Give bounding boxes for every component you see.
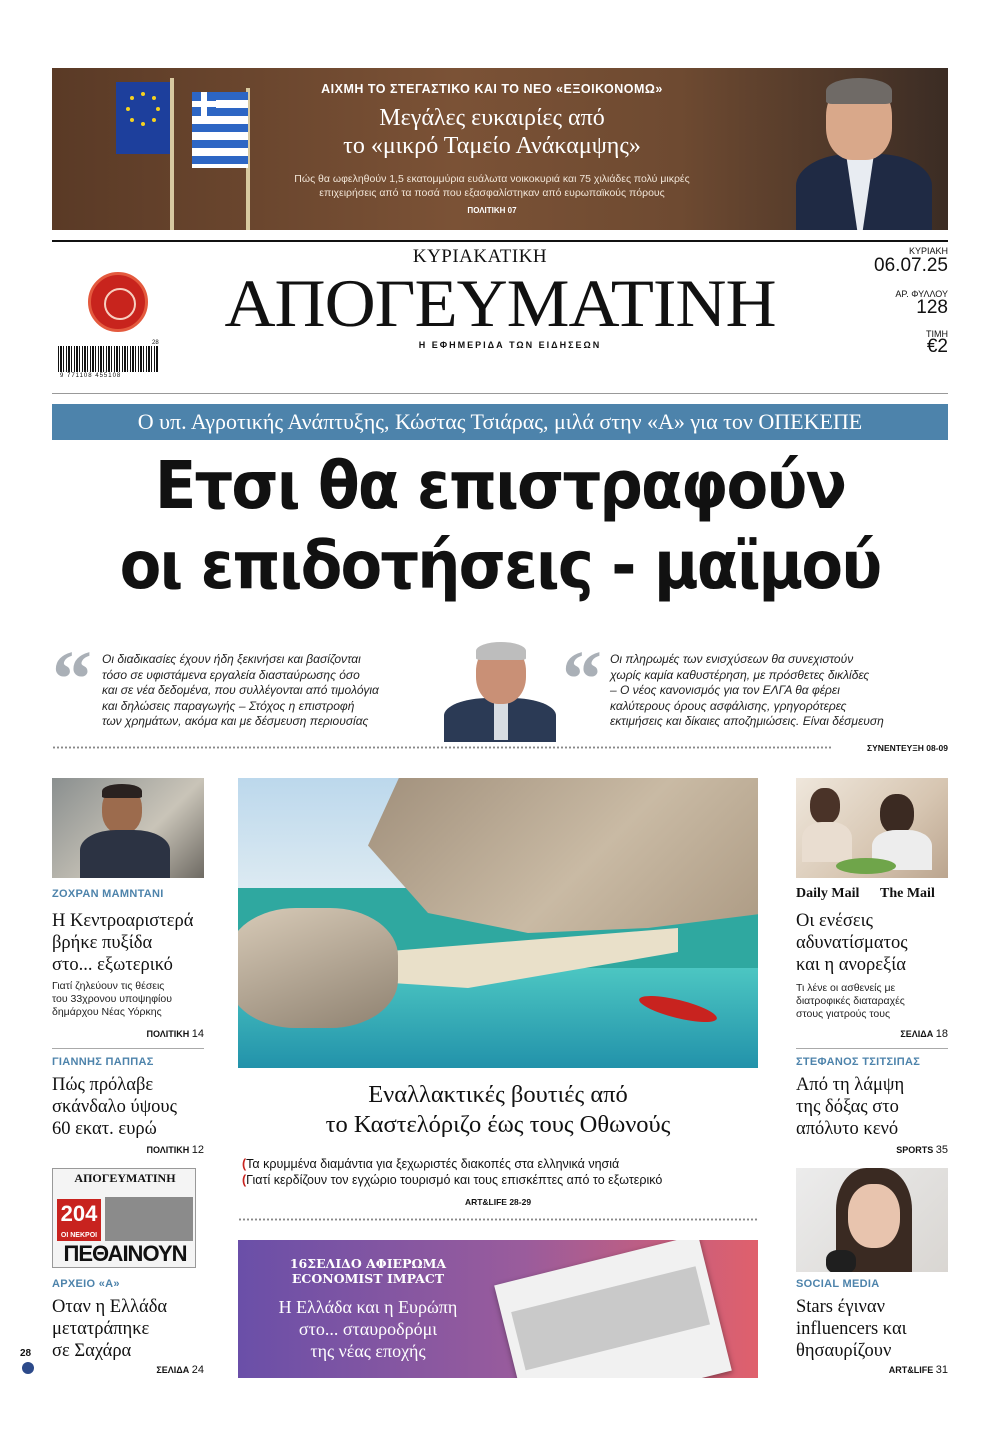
main-headline[interactable]: Ετσι θα επιστραφούν οι επιδοτήσεις - μαϊμού bbox=[119, 447, 881, 604]
kicker-archive: ΑΡΧΕΙΟ «Α» bbox=[52, 1278, 120, 1290]
economist-kicker: 16ΣΕΛΙΔΟ ΑΦΙΕΡΩΜΑ ECONOMIST IMPACT bbox=[289, 1256, 447, 1286]
column-rule bbox=[52, 1048, 204, 1049]
story-tsitsipas-ref: SPORTS 35 bbox=[896, 1144, 948, 1156]
beach-bullet: (Γιατί κερδίζουν τον εγχώριο τουρισμό και τους επισκέπτες από το εξωτερικό bbox=[242, 1173, 663, 1187]
price: €2 bbox=[926, 336, 948, 357]
mamdani-photo bbox=[52, 778, 204, 878]
archive-front-page[interactable]: ΑΠΟΓΕΥΜΑΤΙΝΗ 204 ΟΙ ΝΕΚΡΟΙ ΠΕΘΑΙΝΟΥΝ bbox=[52, 1168, 196, 1268]
bullet-icon: ( bbox=[242, 1173, 247, 1187]
barcode-number: 9 771108 455108 bbox=[60, 373, 122, 379]
flagpole bbox=[170, 78, 174, 230]
page-number: 28 bbox=[20, 1348, 32, 1359]
beach-bullet: (Τα κρυμμένα διαμάντια για ξεχωριστές διακοπές στα ελληνικά νησιά bbox=[242, 1157, 620, 1171]
price-label: ΤΙΜΗ bbox=[926, 329, 948, 339]
story-pappas-title[interactable]: Πώς πρόλαβε σκάνδαλο ύψους 60 εκατ. ευρώ bbox=[52, 1075, 177, 1139]
page-dot-icon bbox=[22, 1362, 34, 1374]
issue-label: ΑΡ. ΦΥΛΛΟΥ bbox=[895, 289, 948, 299]
beach-story-title[interactable]: Εναλλακτικές βουτιές από το Καστελόριζο έως τους Οθωνούς bbox=[325, 1081, 671, 1138]
story-archive-title[interactable]: Οταν η Ελλάδα μετατράπηκε σε Σαχάρα bbox=[52, 1297, 168, 1361]
masthead-rule bbox=[52, 240, 948, 242]
story-injections-title[interactable]: Οι ενέσεις αδυνατίσματος και η ανορεξία bbox=[796, 911, 908, 975]
masthead-kicker: ΚΥΡΙΑΚΑΤΙΚΗ bbox=[412, 246, 548, 267]
barcode-issue: 28 bbox=[152, 340, 159, 346]
dotted-divider bbox=[238, 1217, 758, 1222]
story-mamdani-blurb: Γιατί ζηλεύουν τις θέσεις του 33χρονου υποψηφίου δημάρχου Νέας Υόρκης bbox=[52, 980, 172, 1018]
top-banner[interactable] bbox=[52, 68, 948, 230]
interview-page-ref: ΣΥΝΕΝΤΕΥΞΗ 08-09 bbox=[867, 743, 948, 753]
bullet-icon: ( bbox=[242, 1157, 247, 1171]
economist-supplement-box[interactable] bbox=[238, 1240, 758, 1378]
dotted-divider bbox=[52, 745, 832, 750]
column-rule bbox=[796, 1048, 948, 1049]
banner-kicker: ΑΙΧΜΗ ΤΟ ΣΤΕΓΑΣΤΙΚΟ ΚΑΙ ΤΟ ΝΕΟ «ΕΞΟΙΚΟΝΟΜΩ» bbox=[321, 82, 663, 96]
greek-flag-cross bbox=[192, 101, 216, 107]
kicker-social-media: SOCIAL MEDIA bbox=[796, 1278, 880, 1290]
kicker-pappas: ΓΙΑΝΝΗΣ ΠΑΠΠΑΣ bbox=[52, 1056, 154, 1068]
story-injections-blurb: Τι λένε οι ασθενείς με διατροφικές διαταραχές στους γιατρούς τους bbox=[796, 982, 905, 1020]
women-table-photo bbox=[796, 778, 948, 878]
interview-strap[interactable]: Ο υπ. Αγροτικής Ανάπτυξης, Κώστας Τσιάρας, μιλά στην «Α» για τον ΟΠΕΚΕΠΕ bbox=[52, 404, 948, 440]
banner-description: Πώς θα ωφεληθούν 1,5 εκατομμύρια ευάλωτα νοικοκυριά και 75 χιλιάδες πολύ μικρές επιχειρήσεις από τα ποσά που εξασφαλίστηκαν από ευρωπαϊκούς πόρους bbox=[294, 173, 690, 199]
daily-mail-logo: Daily Mail bbox=[796, 886, 860, 901]
story-influencers-ref: ART&LIFE 31 bbox=[888, 1364, 948, 1376]
quote-mark-icon: “ bbox=[52, 636, 92, 724]
right-quote: Οι πληρωμές των ενισχύσεων θα συνεχιστούν χωρίς καμία καθυστέρηση, με πρόσθετες δικλίδες – Ο νέος κανονισμός για τον ΕΛΓΑ θα φέρει καλύτερους όρους ασφάλισης, γρηγορότερες εκτιμήσεις και δίκαιες αποζημιώσεις. Είναι δέσμευση bbox=[610, 652, 884, 728]
issue-date: 06.07.25 bbox=[874, 255, 948, 276]
issue-number: 128 bbox=[916, 297, 948, 318]
story-mamdani-ref: ΠΟΛΙΤΙΚΗ 14 bbox=[146, 1028, 204, 1040]
story-tsitsipas-title[interactable]: Από τη λάμψη της δόξας στο απόλυτο κενό bbox=[796, 1075, 905, 1139]
masthead-subtitle: Η ΕΦΗΜΕΡΙΔΑ ΤΩΝ ΕΙΔΗΣΕΩΝ bbox=[418, 340, 602, 350]
story-mamdani-title[interactable]: Η Κεντροαριστερά βρήκε πυξίδα στο... εξωτερικό bbox=[52, 911, 194, 975]
influencer-photo bbox=[796, 1168, 948, 1272]
masthead-title[interactable]: ΑΠΟΓΕΥΜΑΤΙΝΗ bbox=[224, 265, 776, 341]
story-pappas-ref: ΠΟΛΙΤΙΚΗ 12 bbox=[146, 1144, 204, 1156]
barcode-icon bbox=[58, 346, 158, 372]
prime-minister-photo bbox=[788, 74, 938, 230]
story-archive-ref: ΣΕΛΙΔΑ 24 bbox=[156, 1364, 204, 1376]
day-label: ΚΥΡΙΑΚΗ bbox=[908, 246, 948, 256]
quote-mark-icon: “ bbox=[562, 636, 602, 724]
banner-title[interactable]: Μεγάλες ευκαιρίες από το «μικρό Ταμείο Ανάκαμψης» bbox=[343, 105, 641, 159]
the-mail-logo: The Mail bbox=[880, 886, 935, 901]
beach-page-ref: ART&LIFE 28-29 bbox=[464, 1197, 532, 1207]
kicker-mamdani: ΖΟΧΡΑΝ ΜΑΜΝΤΑΝΙ bbox=[52, 888, 164, 900]
archive-photo bbox=[105, 1197, 193, 1241]
minister-photo bbox=[440, 640, 560, 740]
masthead-rule-bottom bbox=[52, 393, 948, 394]
story-influencers-title[interactable]: Stars έγιναν influencers και θησαυρίζουν bbox=[796, 1297, 907, 1361]
supplement-cover-image bbox=[494, 1240, 732, 1378]
story-injections-ref: ΣΕΛΙΔΑ 18 bbox=[900, 1028, 948, 1040]
economist-text: Η Ελλάδα και η Ευρώπη στο... σταυροδρόμι της νέας εποχής bbox=[278, 1297, 458, 1361]
kicker-tsitsipas: ΣΤΕΦΑΝΟΣ ΤΣΙΤΣΙΠΑΣ bbox=[796, 1056, 921, 1068]
left-quote: Οι διαδικασίες έχουν ήδη ξεκινήσει και βασίζονται τόσο σε υφιστάμενα εργαλεία διασταύρωσης όσο και σε νέα δεδομένα, που συλλέγονται από τιμολόγια και δηλώσεις παραγωγής – Στόχος η επιστροφή των χρημάτων, ακόμα και με δέσμευση περιουσίας bbox=[102, 652, 379, 728]
beach-photo[interactable] bbox=[238, 778, 758, 1068]
banner-page-ref: ΠΟΛΙΤΙΚΗ 07 bbox=[467, 206, 517, 215]
eu-flag-icon bbox=[116, 82, 170, 154]
